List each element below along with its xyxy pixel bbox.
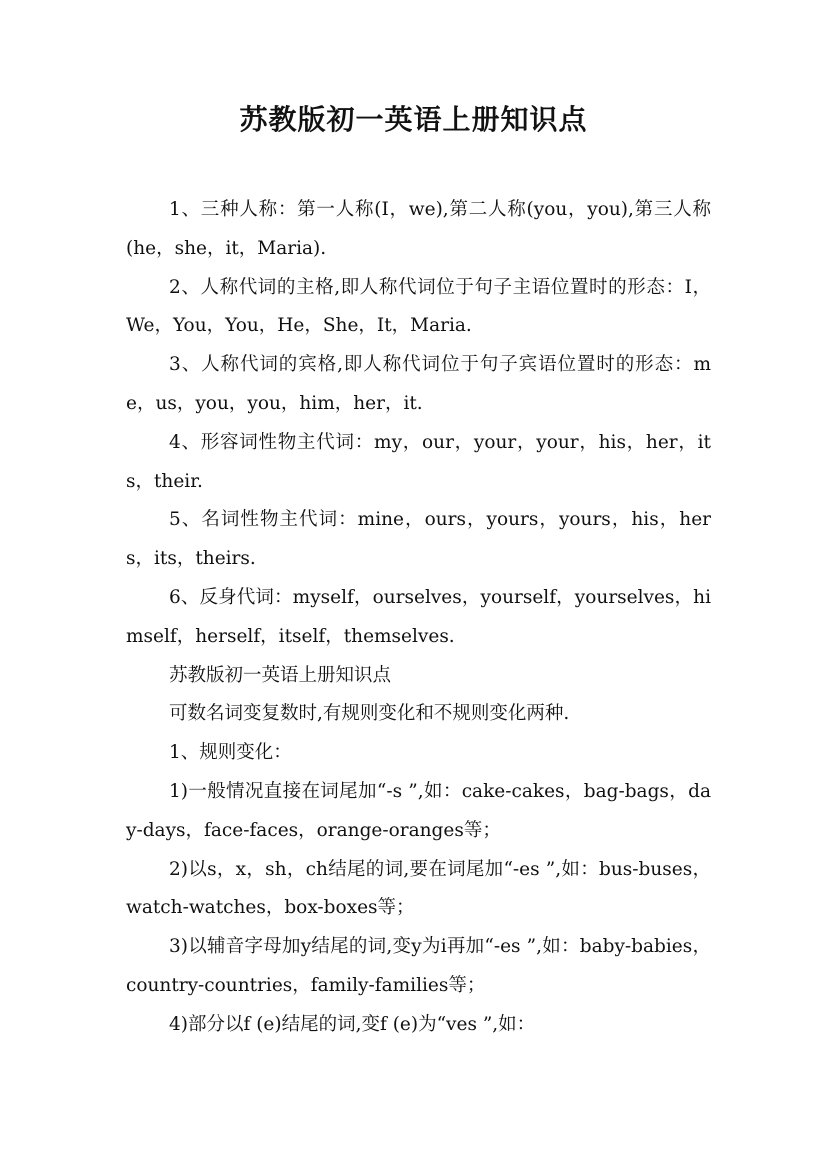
paragraph-rule-1: 1)一般情况直接在词尾加“-s ”,如：cake-cakes，bag-bags，day-days，face-faces，orange-oranges等； — [126, 780, 711, 841]
paragraph-3: 3、人称代词的宾格,即人称代词位于句子宾语位置时的形态：me，us，you，you，him，her，it. — [126, 354, 711, 414]
paragraph-1: 1、三种人称：第一人称(I，we),第二人称(you，you),第三人称(he，she，it，Maria). — [126, 199, 711, 259]
paragraph-5: 5、名词性物主代词：mine，ours，yours，yours，his，hers，its，theirs. — [126, 509, 711, 570]
paragraph-rule-4: 4)部分以f (e)结尾的词,变f (e)为“ves ”,如： — [169, 1013, 536, 1035]
paragraph-rule-3: 3)以辅音字母加y结尾的词,变y为i再加“-es ”,如：baby-babies，country-countries，family-families等； — [126, 936, 711, 996]
paragraph-rule-2: 2)以s，x，sh，ch结尾的词,要在词尾加“-es ”,如：bus-buses，watch-watches，box-boxes等； — [126, 858, 711, 919]
section-heading: 苏教版初一英语上册知识点 — [169, 664, 392, 686]
paragraph-2: 2、人称代词的主格,即人称代词位于句子主语位置时的形态：I，We，You，You，He，She，It，Maria. — [126, 276, 711, 337]
paragraph-intro: 可数名词变复数时,有规则变化和不规则变化两种. — [169, 703, 570, 725]
document-body — [126, 191, 711, 1045]
document-title: 苏教版初一英语上册知识点 — [239, 103, 588, 136]
paragraph-4: 4、形容词性物主代词：my，our，your，your，his，her，its，their. — [126, 431, 711, 492]
paragraph-rule-heading: 1、规则变化： — [169, 742, 292, 764]
paragraph-6: 6、反身代词：myself，ourselves，yourself，yourselves，himself，herself，itself，themselves. — [126, 586, 711, 647]
